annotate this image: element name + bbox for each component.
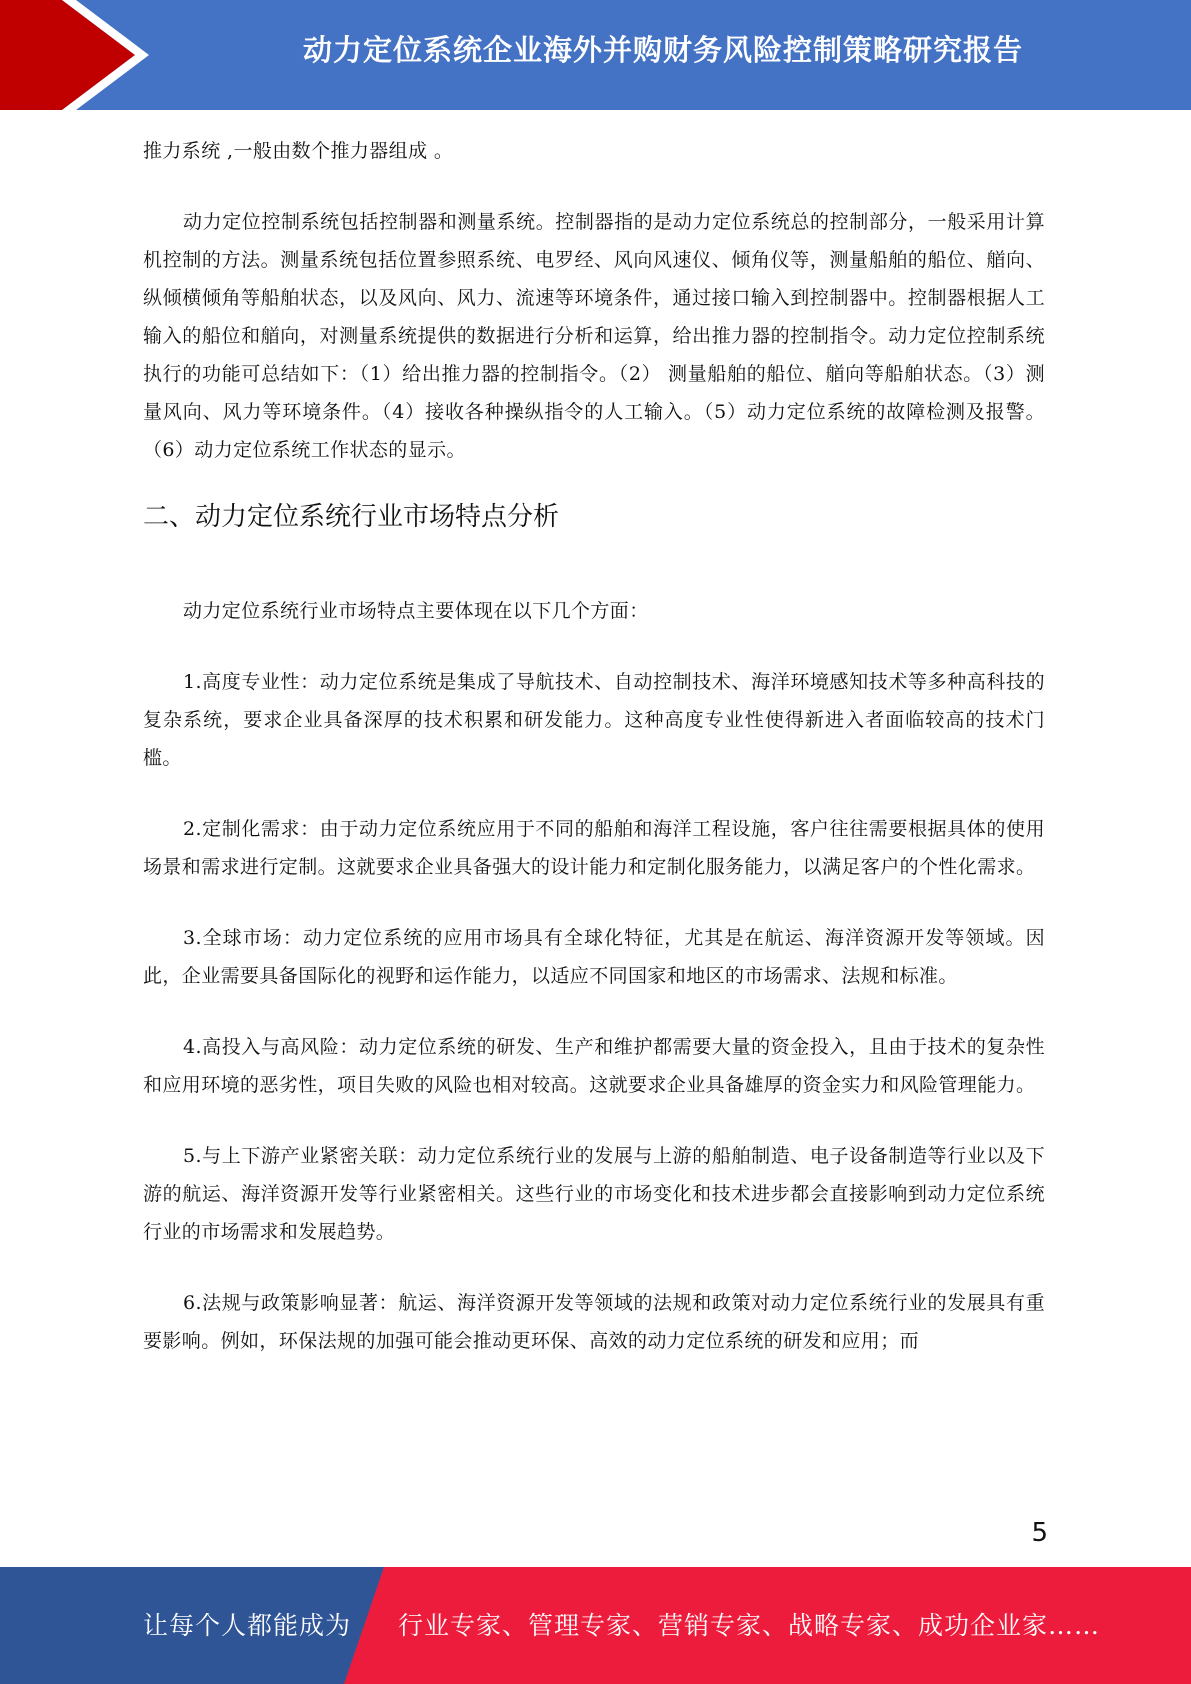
page-body bbox=[143, 132, 1045, 1360]
page-footer bbox=[0, 1567, 1191, 1684]
footer-slogan-left: 让每个人都能成为 bbox=[143, 1611, 352, 1640]
list-item: 2.定制化需求：由于动力定位系统应用于不同的船舶和海洋工程设施，客户往往需要根据具体的使用场景和需求进行定制。这就要求企业具备强大的设计能力和定制化服务能力，以满足客户的个性化需求。 bbox=[143, 818, 1045, 878]
page-header bbox=[0, 0, 1191, 110]
list-item: 1.高度专业性：动力定位系统是集成了导航技术、自动控制技术、海洋环境感知技术等多种高科技的复杂系统，要求企业具备深厚的技术积累和研发能力。这种高度专业性使得新进入者面临较高的技术门槛。 bbox=[143, 671, 1045, 769]
list-item: 3.全球市场：动力定位系统的应用市场具有全球化特征，尤其是在航运、海洋资源开发等领域。因此，企业需要具备国际化的视野和运作能力，以适应不同国家和地区的市场需求、法规和标准。 bbox=[143, 927, 1045, 987]
list-item: 5.与上下游产业紧密关联：动力定位系统行业的发展与上游的船舶制造、电子设备制造等行业以及下游的航运、海洋资源开发等行业紧密相关。这些行业的市场变化和技术进步都会直接影响到动力定位系统行业的市场需求和发展趋势。 bbox=[143, 1145, 1045, 1243]
paragraph-intro: 动力定位系统行业市场特点主要体现在以下几个方面： bbox=[183, 600, 649, 622]
list-item: 6.法规与政策影响显著：航运、海洋资源开发等领域的法规和政策对动力定位系统行业的发展具有重要影响。例如，环保法规的加强可能会推动更环保、高效的动力定位系统的研发和应用；而 bbox=[143, 1292, 1045, 1352]
section-heading: 二、动力定位系统行业市场特点分析 bbox=[143, 502, 560, 532]
report-title: 动力定位系统企业海外并购财务风险控制策略研究报告 bbox=[302, 33, 1023, 67]
list-item: 4.高投入与高风险：动力定位系统的研发、生产和维护都需要大量的资金投入，且由于技术的复杂性和应用环境的恶劣性，项目失败的风险也相对较高。这就要求企业具备雄厚的资金实力和风险管理能力。 bbox=[143, 1036, 1045, 1096]
paragraph-thruster-system: 推力系统 ,一般由数个推力器组成 。 bbox=[143, 140, 454, 162]
header-red-arrow bbox=[0, 0, 135, 110]
footer-slogan-right: 行业专家、管理专家、营销专家、战略专家、成功企业家…… bbox=[398, 1611, 1101, 1640]
header-arrow-decoration bbox=[0, 0, 160, 110]
page-number: 5 bbox=[1031, 1518, 1048, 1548]
paragraph-control-system: 动力定位控制系统包括控制器和测量系统。控制器指的是动力定位系统总的控制部分，一般采用计算机控制的方法。测量系统包括位置参照系统、电罗经、风向风速仪、倾角仪等，测量船舶的船位、艏向、纵倾横倾角等船舶状态，以及风向、风力、流速等环境条件，通过接口输入到控制器中。控制器根据人工输入的船位和艏向，对测量系统提供的数据进行分析和运算，给出推力器的控制指令。动力定位控制系统执行的功能可总结如下：（1）给出推力器的控制指令。（2） 测量船舶的船位、艏向等船舶状态。（3）测量风向、风力等环境条件。（4）接收各种操纵指令的人工输入。（5）动力定位系统的故障检测及报警。（6）动力定位系统工作状态的显示。 bbox=[143, 211, 1045, 461]
